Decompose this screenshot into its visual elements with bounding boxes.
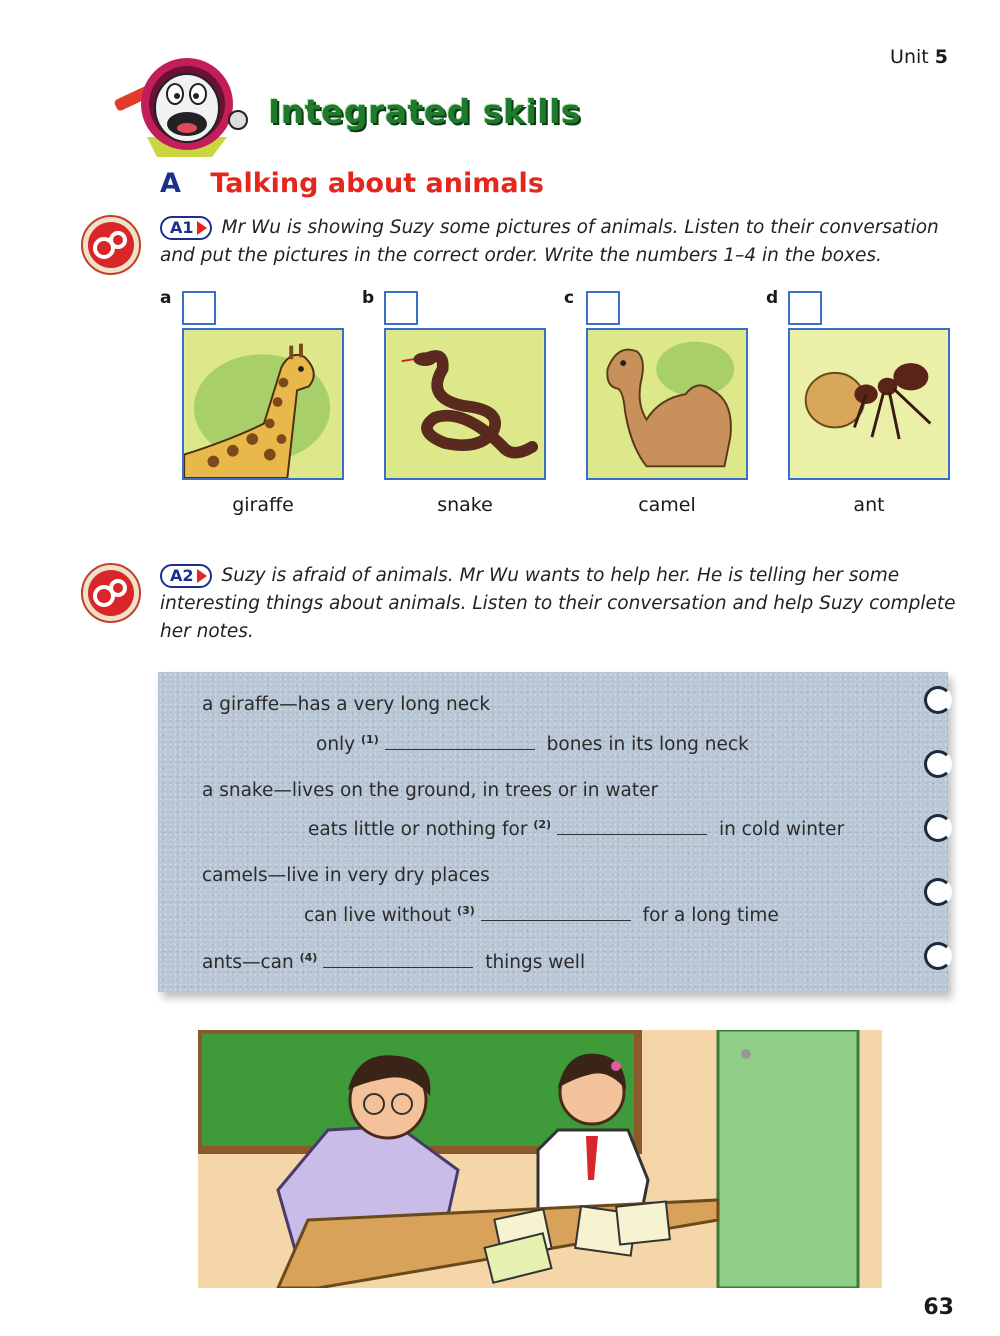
blank-number: (2) — [533, 817, 552, 831]
answer-box[interactable] — [182, 291, 216, 325]
note-line-2 — [316, 732, 749, 755]
task-a1-text: Mr Wu is showing Suzy some pictures of animals. Listen to their conversation and put the pictures in the correct order. Write the numbers 1–4 in the boxes. — [160, 217, 939, 266]
note-text: only — [316, 734, 356, 755]
answer-box[interactable] — [384, 291, 418, 325]
page-title: Integrated skills — [268, 92, 582, 131]
picture-letter: a — [160, 288, 172, 308]
note-text: in cold winter — [718, 819, 845, 840]
picture-row — [160, 288, 960, 528]
unit-label — [890, 46, 948, 68]
picture-name: ant — [853, 494, 885, 516]
giraffe-picture — [182, 328, 344, 480]
note-text: ants—can — [202, 952, 294, 973]
cd-icon[interactable] — [80, 214, 142, 276]
answer-blank-4[interactable] — [323, 950, 473, 968]
note-line-5: camels—live in very dry places — [202, 865, 490, 886]
note-line-6 — [304, 903, 779, 926]
blank-number: (3) — [457, 903, 475, 917]
blank-number: (1) — [361, 732, 379, 746]
note-text: eats little or nothing for — [308, 819, 528, 840]
section-heading — [160, 168, 544, 199]
note-line-3: a snake—lives on the ground, in trees or in water — [202, 780, 659, 801]
cd-icon[interactable] — [80, 562, 142, 624]
page-notch — [924, 814, 952, 842]
note-line-7 — [202, 950, 585, 973]
picture-name: giraffe — [232, 494, 294, 516]
track-tag-a2[interactable]: A2 — [160, 564, 212, 588]
mascot-icon — [112, 52, 262, 162]
picture-letter: b — [362, 288, 375, 308]
picture-name: snake — [437, 494, 493, 516]
note-line-1: a giraffe—has a very long neck — [202, 694, 491, 715]
note-text: can live without — [304, 905, 452, 926]
camel-picture — [586, 328, 748, 480]
notes-card — [158, 672, 948, 992]
task-a2-text: Suzy is afraid of animals. Mr Wu wants to help her. He is telling her some interesting things about animals. Listen to their conversation and help Suzy complete her notes. — [160, 565, 956, 642]
page-notch — [924, 942, 952, 970]
answer-box[interactable] — [788, 291, 822, 325]
picture-letter: d — [766, 288, 779, 308]
classroom-illustration — [198, 1030, 882, 1288]
section-title: Talking about animals — [210, 168, 544, 199]
answer-blank-2[interactable] — [557, 817, 707, 835]
page-notch — [924, 878, 952, 906]
page-notch — [924, 686, 952, 714]
answer-blank-3[interactable] — [481, 903, 631, 921]
note-text: things well — [485, 952, 586, 973]
task-a1 — [160, 214, 960, 270]
page-number: 63 — [923, 1295, 954, 1320]
snake-picture — [384, 328, 546, 480]
unit-number: 5 — [934, 46, 948, 68]
task-a2 — [160, 562, 960, 646]
section-letter: A — [160, 168, 181, 199]
unit-prefix: Unit — [890, 46, 929, 68]
blank-number: (4) — [299, 950, 318, 964]
track-tag-a1[interactable]: A1 — [160, 216, 212, 240]
picture-name: camel — [638, 494, 696, 516]
ant-picture — [788, 328, 950, 480]
note-text: bones in its long neck — [546, 734, 749, 755]
note-line-4 — [308, 817, 844, 840]
page-notch — [924, 750, 952, 778]
picture-letter: c — [564, 288, 575, 308]
note-text: for a long time — [642, 905, 779, 926]
answer-box[interactable] — [586, 291, 620, 325]
answer-blank-1[interactable] — [385, 732, 535, 750]
